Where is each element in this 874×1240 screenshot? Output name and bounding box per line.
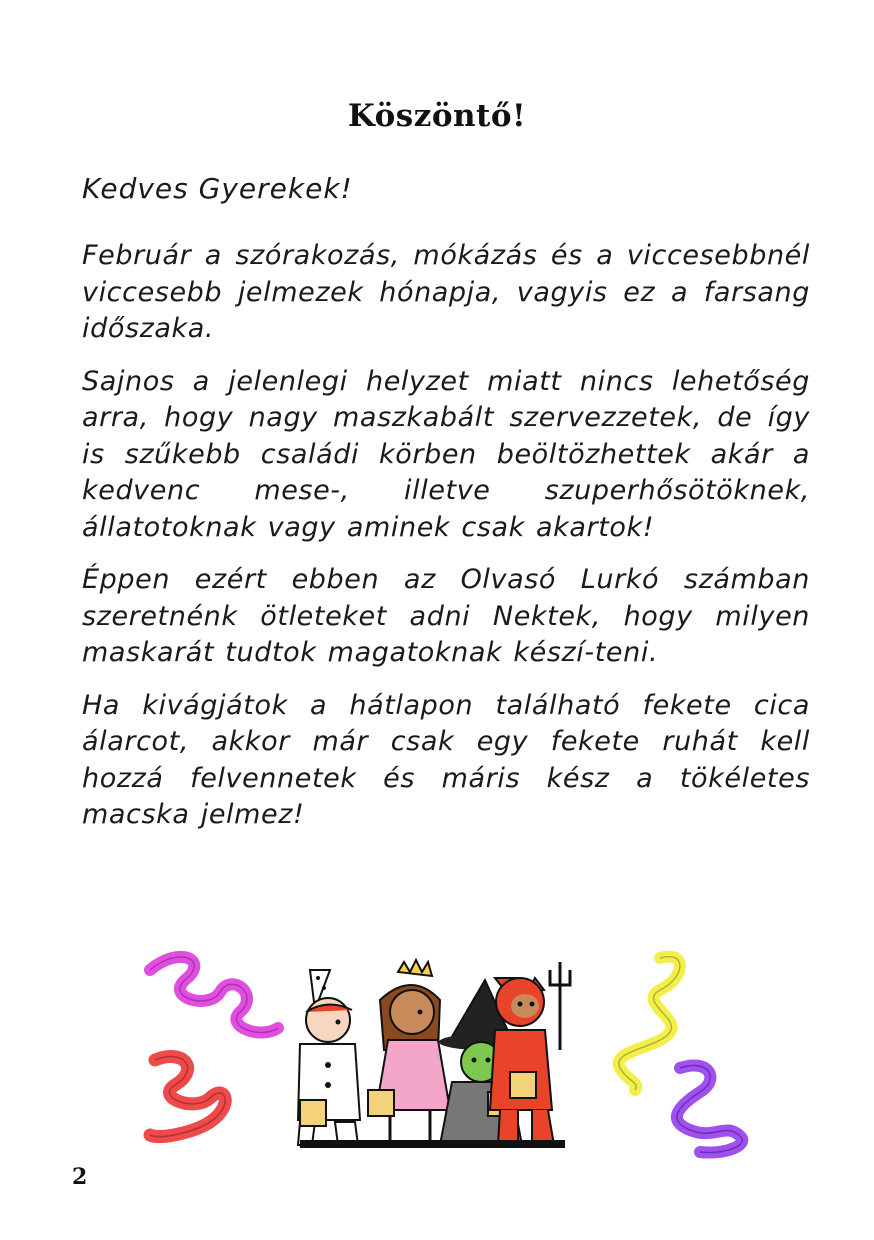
page-title: Köszöntő! [347, 98, 527, 134]
purple-streamer-icon [677, 1065, 742, 1152]
greeting-line: Kedves Gyerekek! [82, 172, 353, 205]
pink-streamer-icon [150, 957, 278, 1033]
body-text [82, 238, 810, 850]
paragraph-4: Ha kivágjátok a hátlapon található fekete cica álarcot, akkor már csak egy fekete ruhát kell hozzá felvennetek és máris kész a tökéletes macska jelmez! [82, 689, 810, 830]
page-number: 2 [72, 1164, 88, 1190]
paragraph-2: Sajnos a jelenlegi helyzet miatt nincs lehetőség arra, hogy nagy maszkabált szervezzetek, de így is szűkebb családi körben beöltözhettek akár a kedvenc mese-, illetve szuperhősötöknek, állatotoknak vagy aminek csak akartok! [82, 365, 810, 543]
paragraph-1: Február a szórakozás, mókázás és a viccesebbnél viccesebb jelmezek hónapja, vagyis ez a farsang időszaka. [82, 240, 810, 344]
yellow-streamer-icon [619, 957, 680, 1090]
red-streamer-icon [150, 1057, 225, 1137]
ground-strip [300, 1140, 565, 1148]
paragraph-3: Éppen ezért ebben az Olvasó Lurkó számban szeretnénk ötleteket adni Nektek, hogy milyen maskarát tudtok magatoknak készí-teni. [82, 564, 810, 668]
princess-child-icon [368, 960, 450, 1145]
carnival-illustration [140, 940, 760, 1170]
devil-child-icon [490, 962, 570, 1145]
clown-child-icon [298, 970, 360, 1145]
